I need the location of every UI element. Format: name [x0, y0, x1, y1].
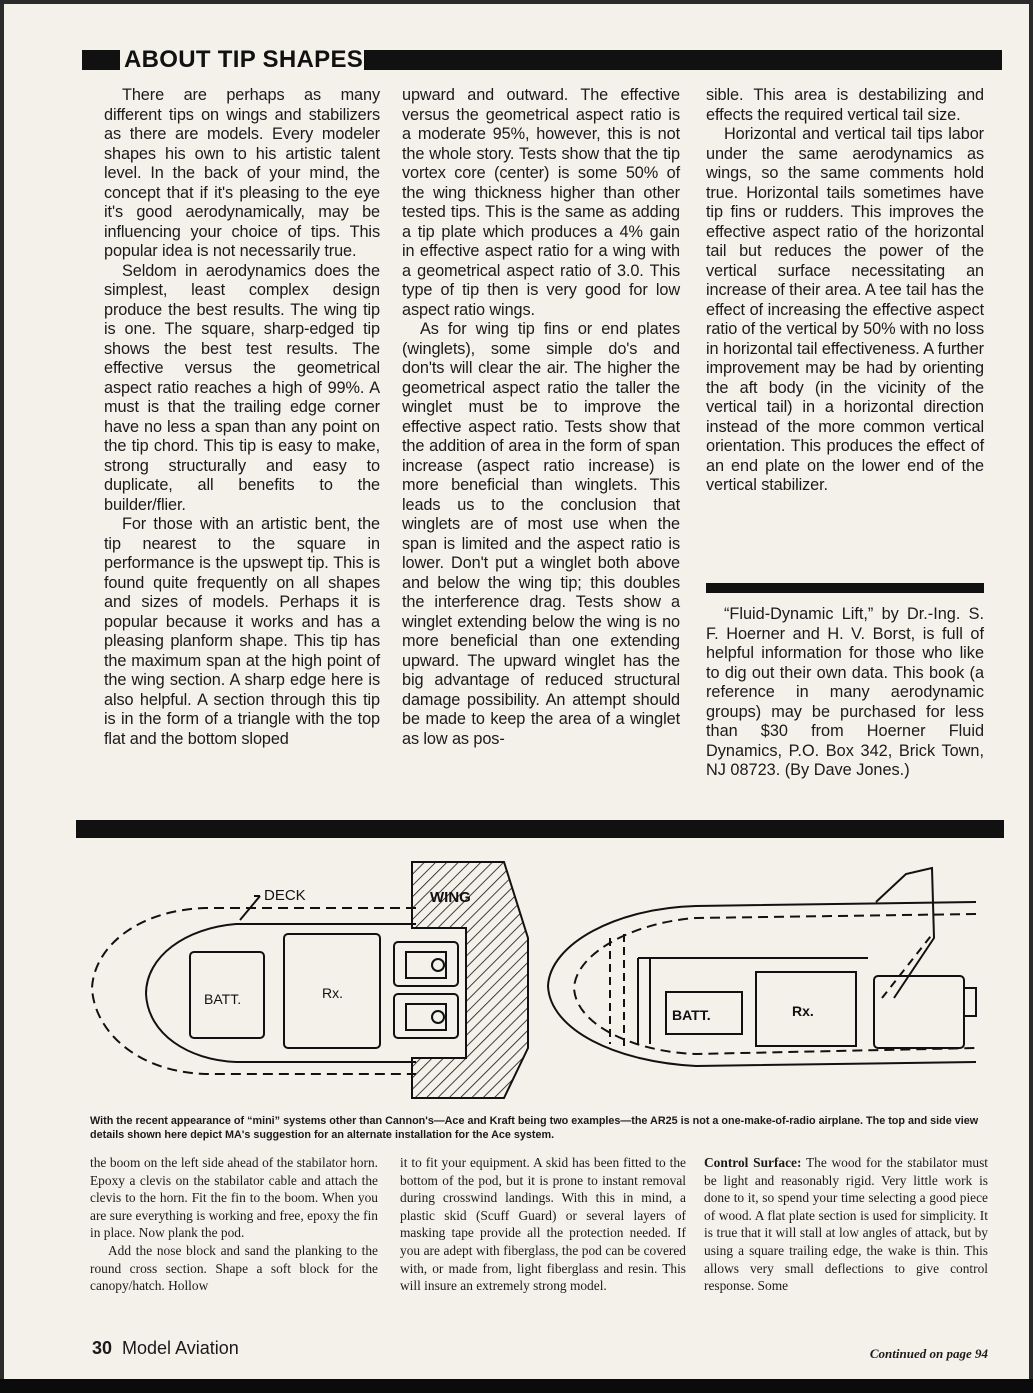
installation-diagram — [76, 848, 1006, 1108]
paragraph: As for wing tip fins or end plates (winglets), some simple do's and don'ts will clear the air. The higher the geometrical aspect ratio the taller the winglet must be to improve the effective aspect ratio. Tests show that the addition of area in the form of span increase (aspect ratio increase) is more beneficial than winglets. This leads us to the conclusion that winglets are of most use when the span is limited and the aspect ratio is lower. Don't put a winglet both above and below the wing tip; this doubles the interference drag. Tests show a winglet extending below the wing is no more beneficial than one extending upward. The upward winglet has the big advantage of reduced structural damage possibility. An attempt should be made to keep the area of a winglet as low as pos- — [402, 320, 680, 748]
paragraph: upward and outward. The effective versus the geometrical aspect ratio is a moderate 95%, however, this is not the whole story. Tests show that the tip vortex core (center) is some 50% of the wing thickness higher than other tested tips. This is the same as adding a tip plate which produces a 4% gain in effective aspect ratio for a wing with a geometrical aspect ratio of 3.0. This type of tip then is very good for low aspect ratio wings. — [402, 86, 680, 319]
side-fuselage — [548, 902, 976, 1066]
servo-1-body — [406, 952, 446, 978]
continued-column-2 — [400, 1154, 686, 1295]
label-rx-side: Rx. — [792, 1003, 814, 1019]
paragraph: Add the nose block and sand the planking to the round cross section. Shape a soft block for the canopy/hatch. Hollow — [90, 1242, 378, 1294]
paragraph: Seldom in aerodynamics does the simplest, least complex design produce the best results. The wing tip is one. The square, sharp-edged tip shows the best test results. The effective versus the geometrical aspect ratio reaches a high of 99%. A must is that the trailing edge corner have no less a span than any point on the tip chord. This tip is easy to make, strong structurally and easy to duplicate, all benefits to the builder/flier. — [104, 261, 380, 514]
servo-2 — [394, 994, 458, 1038]
servo-side-tab — [964, 988, 976, 1016]
header-rule — [364, 50, 1002, 70]
servo-2-body — [406, 1004, 446, 1030]
section-divider-rule — [76, 820, 1004, 838]
article-column-3 — [706, 86, 984, 496]
side-inner-dashed — [574, 914, 976, 1054]
paragraph: sible. This area is destabilizing and effects the required vertical tail size. — [706, 86, 984, 124]
paragraph: it to fit your equipment. A skid has been fitted to the bottom of the pod, but it is prone to instant removal during crosswind landings. With this in mind, a plastic skid (Scuff Guard) or several layers of masking tape provide all the protection needed. If you are adept with fiberglass, the pod can be covered with, or made from, light fiberglass and resin. This will insure an extremely strong model. — [400, 1155, 686, 1294]
label-batt-side: BATT. — [672, 1007, 711, 1023]
paragraph: the boom on the left side ahead of the stabilator horn. Epoxy a clevis on the stabilator cable and attach the clevis to the horn. Fit the fin to the boom. When you are sure everything is working and free, epoxy the fin in place. Now plank the pod. — [90, 1155, 378, 1241]
continued-on-note: Continued on page 94 — [869, 1346, 988, 1361]
paragraph: Horizontal and vertical tail tips labor under the same aerodynamics as wings, so the same comments hold true. Horizontal tails sometimes have tip fins or rudders. This improves the effective aspect ratio of the horizontal tail but reduces the power of the vertical surface necessitating an increase of their area. A tee tail has the effect of increasing the effective aspect ratio of the vertical by 50% with no loss in horizontal tail effectiveness. A further improvement may be had by orienting the aft body (in the vicinity of the vertical tail) in a horizontal direction instead of the more common vertical orientation. This produces the effect of an end plate on the lower end of the vertical stabilizer. — [706, 125, 984, 494]
section-header — [82, 44, 1002, 76]
figure-caption: With the recent appearance of “mini” systems other than Cannon's—Ace and Kraft being two examples—the AR25 is not a one-make-of-radio airplane. The top and side view details shown here depict MA's suggestion for an alternate installation for the Ace system. — [90, 1115, 979, 1141]
article-column-1 — [104, 86, 380, 749]
servo-2-wheel — [432, 1011, 444, 1023]
page-bottom-edge — [0, 1379, 1033, 1393]
label-batt-top: BATT. — [204, 991, 242, 1007]
label-deck: DECK — [264, 887, 306, 904]
article-column-2 — [402, 86, 680, 749]
paragraph — [704, 1154, 988, 1295]
fuselage-outline — [92, 908, 416, 1074]
paragraph: “Fluid-Dynamic Lift,” by Dr.-Ing. S. F. Hoerner and H. V. Borst, is full of helpful information for those who like to dig out their own data. This book (a reference in many aerodynamic groups) may be purchased for less than $30 from Hoerner Fluid Dynamics, P.O. Box 342, Brick Town, NJ 08723. (By Dave Jones.) — [706, 605, 984, 779]
paragraph: For those with an artistic bent, the tip nearest to the square in performance is the upswept tip. This is found quite frequently on all shapes and sizes of models. Perhaps it is popular because it works and has a pleasing planform shape. This tip has the maximum span at the high point of the wing section. A sharp edge here is also helpful. A section through this tip is in the form of a triangle with the top flat and the bottom sloped — [104, 515, 380, 748]
diagram-svg — [76, 848, 1006, 1108]
fin-outline — [876, 868, 934, 998]
deck-leader — [240, 896, 260, 920]
page-number: 30 — [92, 1338, 113, 1358]
inner-body — [146, 924, 416, 1062]
reference-note — [706, 605, 984, 781]
continued-column-3 — [704, 1154, 988, 1295]
servo-1 — [394, 942, 458, 986]
column-separator-bar — [706, 583, 984, 593]
section-title: ABOUT TIP SHAPES — [124, 46, 364, 73]
paragraph: There are perhaps as many different tips on wings and stabilizers as there are models. Every modeler shapes his own to his artistic talent level. In the back of your mind, the concept that if it's pleasing to the eye it's good aerodynamically, may be influencing your choice of tips. This popular idea is not necessarily true. — [104, 86, 380, 260]
page-folio — [92, 1336, 239, 1360]
label-rx-top: Rx. — [322, 985, 343, 1001]
continued-column-1 — [90, 1154, 378, 1295]
subheading: Control Surface: — [704, 1155, 802, 1170]
paragraph-text: The wood for the stabilator must be light and reasonably rigid. Very little work is done to it, so spend your time selecting a good piece of wood. A flat plate section is used for simplicity. It is true that it will stall at low angles of attack, but by using a square trailing edge, the wake is thin. This allows very small deflections to give control response. Some — [704, 1155, 989, 1294]
side-view — [548, 868, 976, 1066]
magazine-name: Model Aviation — [122, 1338, 239, 1358]
servo-1-wheel — [432, 959, 444, 971]
header-lead-bar — [82, 50, 120, 70]
label-wing: WING — [430, 889, 471, 906]
servo-side — [874, 976, 964, 1048]
